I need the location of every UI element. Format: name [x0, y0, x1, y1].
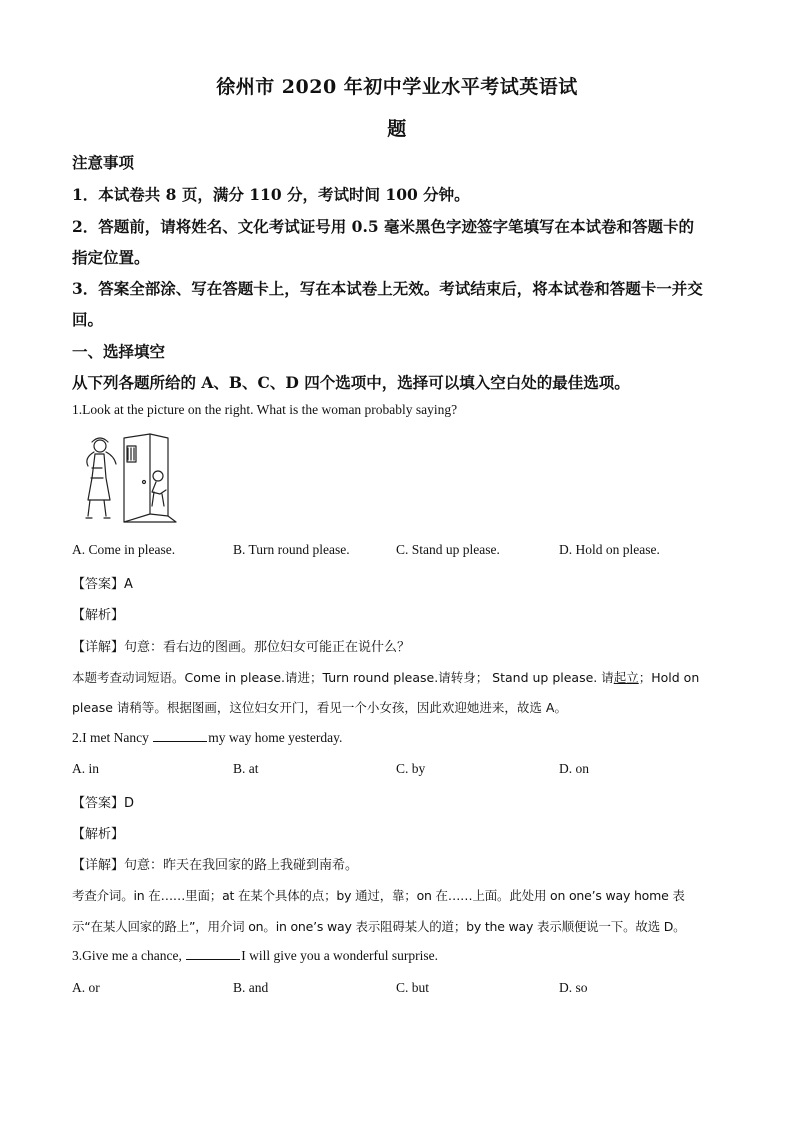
- q1-option-c[interactable]: C. Stand up please.: [396, 542, 500, 557]
- q2-stem: 2.I met Nancy my way home yesterday.: [72, 730, 343, 745]
- notice-item-3-line1: 3．答案全部涂、写在答题卡上，写在本试卷上无效。考试结束后，将本试卷和答题卡一并交: [72, 279, 703, 298]
- exam-title-line1: 徐州市 2020 年初中学业水平考试英语试: [216, 76, 578, 98]
- q2-detail: 【详解】句意：昨天在我回家的路上我碰到南希。: [72, 858, 359, 873]
- notice-item-2-line1: 2．答题前，请将姓名、文化考试证号用 0.5 毫米黑色字迹签字笔填写在本试卷和答题卡的: [72, 217, 695, 236]
- q3-option-b[interactable]: B. and: [233, 980, 269, 995]
- q1-option-d[interactable]: D. Hold on please.: [559, 542, 660, 557]
- exam-title-line2: 题: [387, 118, 407, 140]
- q3-option-c[interactable]: C. but: [396, 980, 430, 995]
- q1-explanation-line1: 本题考查动词短语。Come in please.请进；Turn round please.请转身； Stand up please. 请起立；Hold on: [72, 670, 700, 685]
- q1-stem: 1.Look at the picture on the right. What is the woman probably saying?: [72, 402, 458, 417]
- q2-blank[interactable]: [153, 730, 207, 742]
- q1-option-a[interactable]: A. Come in please.: [72, 542, 176, 557]
- q3-blank[interactable]: [186, 948, 240, 960]
- q1-option-b[interactable]: B. Turn round please.: [233, 542, 350, 557]
- notice-item-2-line2: 指定位置。: [72, 248, 150, 267]
- q3-stem: 3.Give me a chance, I will give you a wonderful surprise.: [72, 948, 439, 963]
- q2-explanation-line2: 示“在某人回家的路上”，用介词 on。in one’s way 表示阻碍某人的道；by the way 表示顺便说一下。故选 D。: [72, 919, 686, 934]
- notice-heading: 注意事项: [72, 153, 135, 172]
- q2-analysis-label: 【解析】: [72, 827, 125, 842]
- q2-answer: 【答案】D: [72, 796, 135, 811]
- q2-explanation-line1: 考查介词。in 在……里面；at 在某个具体的点；by 通过，靠；on 在……上面。此处用 on one’s way home 表: [72, 888, 685, 903]
- q1-detail: 【详解】句意：看右边的图画。那位妇女可能正在说什么？: [72, 640, 411, 655]
- woman-opening-door-illustration: [78, 432, 180, 528]
- q2-option-a[interactable]: A. in: [72, 761, 99, 776]
- q2-option-d[interactable]: D. on: [559, 761, 589, 776]
- q2-option-b[interactable]: B. at: [233, 761, 259, 776]
- q1-explanation-line2: please 请稍等。根据图画，这位妇女开门，看见一个小女孩，因此欢迎她进来，故选 A。: [72, 700, 567, 715]
- section-instruction: 从下列各题所给的 A、B、C、D 四个选项中，选择可以填入空白处的最佳选项。: [72, 373, 630, 392]
- q3-option-a[interactable]: A. or: [72, 980, 100, 995]
- q1-analysis-label: 【解析】: [72, 608, 125, 623]
- q1-answer: 【答案】A: [72, 577, 133, 592]
- section-title: 一、选择填空: [72, 342, 166, 361]
- notice-item-3-line2: 回。: [72, 310, 104, 329]
- q2-option-c[interactable]: C. by: [396, 761, 426, 776]
- q3-option-d[interactable]: D. so: [559, 980, 588, 995]
- notice-item-1: 1．本试卷共 8 页，满分 110 分，考试时间 100 分钟。: [72, 185, 470, 204]
